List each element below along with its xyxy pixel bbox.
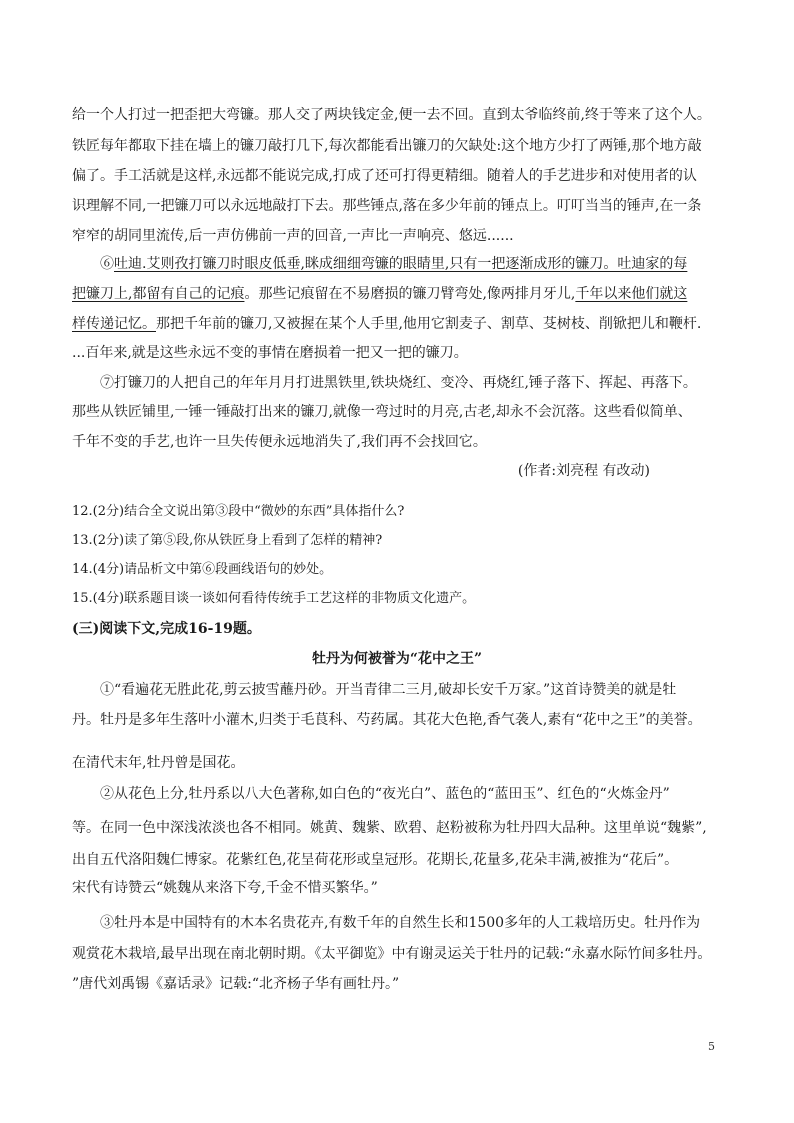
para6-line1 — [100, 254, 732, 274]
para6-line2 — [72, 284, 732, 304]
plain-text: 。那些记痕留在不易磨损的镰刀臂弯处,像两排月牙儿, — [244, 286, 576, 302]
para6-line3 — [72, 314, 732, 334]
question-14: 14.(4分)请品析文中第⑥段画线语句的妙处。 — [72, 562, 333, 577]
underlined-sentence: 千年以来他们就这 — [575, 286, 688, 302]
para7-line: ⑦打镰刀的人把自己的年年月月打进黑铁里,铁块烧红、变冷、再烧红,锤子落下、挥起、再落下。 — [100, 375, 697, 391]
plain-text: 那把千年前的镰刀,又被握在某个人手里,他用它割麦子、割草、芟树枝、削锨把儿和鞭杆. — [156, 316, 702, 332]
section-heading: (三)阅读下文,完成16-19题。 — [72, 621, 261, 637]
article-line: ③牡丹本是中国特有的木本名贵花卉,有数千年的自然生长和1500多年的人工栽培历史。牡丹作为 — [100, 915, 701, 931]
author-attribution: (作者:刘亮程 有改动) — [517, 463, 650, 479]
question-12: 12.(2分)结合全文说出第③段中“微妙的东西”具体指什么? — [72, 504, 405, 519]
underlined-sentence: 把镰刀上,都留有自己的记痕 — [72, 286, 245, 302]
article-line: 出自五代洛阳魏仁博家。花紫红色,花呈荷花形或皇冠形。花期长,花量多,花朵丰满,被推为“花后”。 — [72, 852, 679, 868]
passage-line: 偏了。手工活就是这样,永远都不能说完成,打成了还可打得更精细。随着人的手艺进步和对使用者的认 — [72, 168, 697, 184]
passage-line: 识理解不同,一把镰刀可以永远地敲打下去。那些锤点,落在多少年前的锤点上。叮叮当当的锤声,在一条 — [72, 198, 702, 214]
passage-line: 铁匠每年都取下挂在墙上的镰刀敲打几下,每次都能看出镰刀的欠缺处:这个地方少打了两锤,那个地方敲 — [72, 138, 702, 154]
question-13: 13.(2分)读了第⑤段,你从铁匠身上看到了怎样的精神? — [72, 533, 383, 548]
para6-line4: ...百年来,就是这些永远不变的事情在磨损着一把又一把的镰刀。 — [72, 345, 468, 361]
underlined-sentence: 样传递记忆。 — [72, 316, 156, 332]
para7-line: 千年不变的手艺,也许一旦失传便永远地消失了,我们再不会找回它。 — [72, 434, 487, 450]
article-line: 丹。牡丹是多年生落叶小灌木,归类于毛茛科、芍药属。其花大色艳,香气袭人,素有“花中之王”的美誉。 — [72, 712, 702, 728]
para6-number: ⑥ — [100, 256, 114, 272]
article-line: 宋代有诗赞云“姚魏从来洛下夸,千金不惜买繁华。” — [72, 880, 378, 896]
article-title: 牡丹为何被誉为“花中之王” — [311, 651, 483, 667]
passage-line: 给一个人打过一把歪把大弯镰。那人交了两块钱定金,便一去不回。直到太爷临终前,终于等来了这个人。 — [72, 107, 711, 123]
article-line: ②从花色上分,牡丹系以八大色著称,如白色的“夜光白”、蓝色的“蓝田玉”、红色的“火炼金丹” — [100, 786, 670, 802]
article-line: 等。在同一色中深浅浓淡也各不相同。姚黄、魏紫、欧碧、赵粉被称为牡丹四大品种。这里单说“魏紫”, — [72, 820, 707, 836]
question-15: 15.(4分)联系题目谈一谈如何看待传统手工艺这样的非物质文化遗产。 — [72, 591, 476, 606]
article-line: 在清代末年,牡丹曾是国花。 — [72, 755, 245, 771]
underlined-sentence: 吐迪.艾则孜打镰刀时眼皮低垂,眯成细细弯镰的眼睛里,只有一把逐渐成形的镰刀。吐迪家的每 — [114, 256, 688, 272]
article-line: 观赏花木栽培,最早出现在南北朝时期。《太平御览》中有谢灵运关于牡丹的记载:“永嘉水际竹间多牡丹。 — [72, 946, 712, 962]
passage-line: 窄窄的胡同里流传,后一声仿佛前一声的回音,一声比一声响亮、悠远...... — [72, 228, 514, 244]
article-line: ”唐代刘禹锡《嘉话录》记载:“北齐杨子华有画牡丹。” — [72, 976, 400, 992]
page-number: 5 — [708, 1040, 715, 1053]
para7-line: 那些从铁匠铺里,一锤一锤敲打出来的镰刀,就像一弯过时的月亮,古老,却永不会沉落。这些看似简单、 — [72, 404, 692, 420]
article-line: ①“看遍花无胜此花,剪云披雪蘸丹砂。开当青律二三月,破却长安千万家。”这首诗赞美的就是牡 — [100, 682, 677, 698]
